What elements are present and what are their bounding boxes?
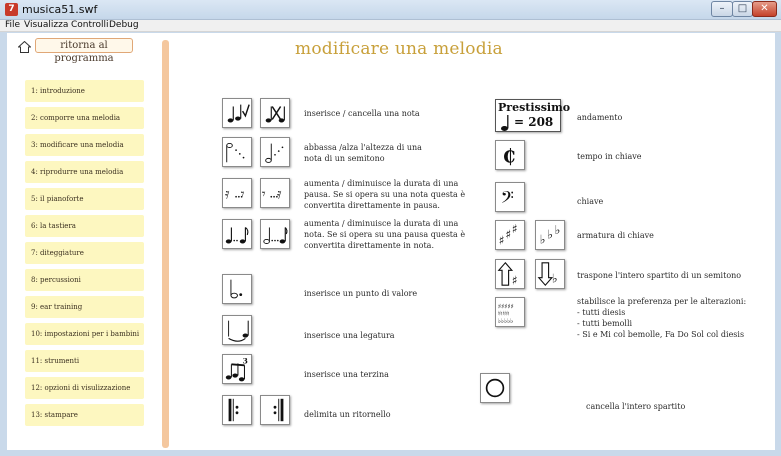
tempo-value: = 208 <box>514 115 554 129</box>
svg-text:♯: ♯ <box>511 222 518 237</box>
menu-bar <box>0 20 781 32</box>
svg-text:♭: ♭ <box>547 227 553 242</box>
sidebar-item-12[interactable]: 12: opzioni di visulizzazione <box>25 377 144 399</box>
tie-icon[interactable] <box>222 315 252 345</box>
sidebar-item-5[interactable]: 5: il pianoforte <box>25 188 144 210</box>
home-icon[interactable] <box>18 41 31 53</box>
svg-text:𝄿: 𝄿 <box>224 184 230 203</box>
insert-note-icon[interactable] <box>222 98 252 128</box>
sidebar-item-1[interactable]: 1: introduzione <box>25 80 144 102</box>
desc-insert-delete-note: inserisce / cancella una nota <box>304 109 420 118</box>
app-canvas <box>7 33 775 450</box>
desc-tempo: andamento <box>577 113 623 122</box>
desc-dot: inserisce un punto di valore <box>304 289 418 298</box>
menu-debug[interactable]: Debug <box>109 20 139 30</box>
dot-icon[interactable] <box>222 274 252 304</box>
menu-visualizza[interactable]: Visualizza <box>24 20 69 30</box>
svg-text:♯: ♯ <box>498 233 505 248</box>
sidebar-item-2[interactable]: 2: comporre una melodia <box>25 107 144 129</box>
desc-clear-score: cancella l'intero spartito <box>586 402 686 411</box>
desc-repeat: delimita un ritornello <box>304 410 391 419</box>
decrease-note-icon[interactable] <box>260 219 290 249</box>
sidebar-item-3[interactable]: 3: modificare una melodia <box>25 134 144 156</box>
svg-text:♭♭♭♭♭: ♭♭♭♭♭ <box>497 317 514 326</box>
svg-text:♯: ♯ <box>505 227 512 242</box>
window-title: musica51.swf <box>22 3 98 16</box>
repeat-end-icon[interactable] <box>260 395 290 425</box>
decrease-rest-icon[interactable] <box>260 178 290 208</box>
sidebar-item-11[interactable]: 11: strumenti <box>25 350 144 372</box>
menu-file[interactable]: File <box>5 20 21 30</box>
transpose-down-icon[interactable] <box>535 259 565 289</box>
desc-triplet: inserisce una terzina <box>304 370 389 379</box>
time-signature-glyph: ₵ <box>502 145 516 168</box>
window-titlebar <box>0 0 781 20</box>
tempo-button[interactable] <box>495 99 571 132</box>
time-signature-icon[interactable] <box>495 140 525 170</box>
increase-rest-icon[interactable] <box>222 178 252 208</box>
accidentals-preference-icon[interactable] <box>495 297 525 327</box>
close-button[interactable]: ✕ <box>752 1 777 17</box>
svg-text:♯: ♯ <box>511 273 518 288</box>
svg-text:♭: ♭ <box>554 223 561 238</box>
quarter-note-icon <box>500 114 512 132</box>
desc-accidentals: stabilisce la preferenza per le alterazioni: - tutti diesis - tutti bemolli - Si e Mi col bemolle, Fa Do Sol col diesis <box>577 297 747 339</box>
delete-note-icon[interactable] <box>260 98 290 128</box>
increase-note-icon[interactable] <box>222 219 252 249</box>
clear-score-icon[interactable] <box>480 373 510 403</box>
svg-text:♮♮♮♮♮: ♮♮♮♮♮ <box>497 309 510 318</box>
menu-controlli[interactable]: Controlli <box>71 20 109 30</box>
lower-pitch-icon[interactable] <box>222 137 252 167</box>
tempo-word: Prestissimo <box>498 101 571 114</box>
desc-key-signature: armatura di chiave <box>577 231 654 240</box>
svg-text:♭: ♭ <box>539 232 546 247</box>
desc-pitch: abbassa /alza l'altezza di una nota di un semitono <box>304 143 422 163</box>
svg-text:𝄿: 𝄿 <box>276 184 282 203</box>
sidebar-item-4[interactable]: 4: riprodurre una melodia <box>25 161 144 183</box>
minimize-button[interactable]: – <box>711 1 733 17</box>
desc-note-duration: aumenta / diminuisce la durata di una nota. Se si opera su una pausa questa è convertita direttamente in nota. <box>304 219 466 250</box>
clef-icon[interactable] <box>495 182 525 212</box>
page-title: modificare una melodia <box>295 39 503 59</box>
sidebar-item-8[interactable]: 8: percussioni <box>25 269 144 291</box>
sidebar-item-10[interactable]: 10: impostazioni per i bambini <box>25 323 144 345</box>
triplet-icon[interactable] <box>222 354 252 384</box>
sidebar-item-13[interactable]: 13: stampare <box>25 404 144 426</box>
app-icon: 7 <box>5 3 18 16</box>
desc-tie: inserisce una legatura <box>304 331 395 340</box>
sidebar-divider <box>162 40 169 448</box>
svg-text:♭: ♭ <box>551 271 558 286</box>
back-to-program-button[interactable]: ritorna al programma <box>35 38 133 53</box>
repeat-start-icon[interactable] <box>222 395 252 425</box>
svg-text:3: 3 <box>242 356 248 366</box>
desc-clef: chiave <box>577 197 604 206</box>
sidebar-item-9[interactable]: 9: ear training <box>25 296 144 318</box>
sidebar-item-7[interactable]: 7: diteggiature <box>25 242 144 264</box>
key-sharps-icon[interactable] <box>495 220 525 250</box>
desc-rest-duration: aumenta / diminuisce la durata di una pausa. Se si opera su una nota questa è convertita direttamente in pausa. <box>304 179 466 210</box>
clef-glyph: 𝄢 <box>500 187 514 211</box>
desc-transpose: traspone l'intero spartito di un semitono <box>577 271 742 280</box>
raise-pitch-icon[interactable] <box>260 137 290 167</box>
desc-time-signature: tempo in chiave <box>577 152 642 161</box>
maximize-button[interactable]: □ <box>732 1 753 17</box>
svg-text:♯♯♯♯♯: ♯♯♯♯♯ <box>497 302 514 311</box>
sidebar-item-6[interactable]: 6: la tastiera <box>25 215 144 237</box>
transpose-up-icon[interactable] <box>495 259 525 289</box>
svg-text:𝄾: 𝄾 <box>261 186 266 203</box>
key-flats-icon[interactable] <box>535 220 565 250</box>
svg-text:𝄾: 𝄾 <box>240 186 245 203</box>
